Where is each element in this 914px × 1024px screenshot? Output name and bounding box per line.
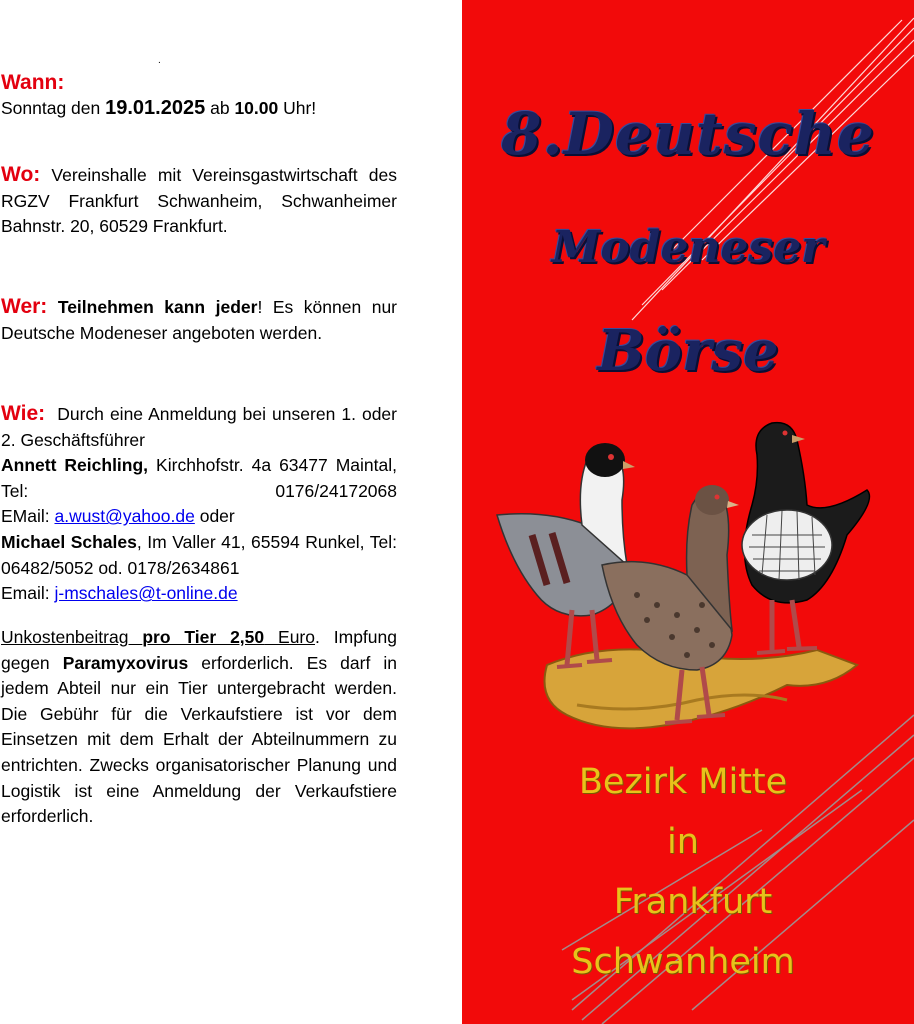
wann-label: Wann: bbox=[1, 71, 65, 94]
email-link-1[interactable]: a.wust@yahoo.de bbox=[54, 506, 195, 527]
wer-text: ! Es können nur Deutsche Modeneser angeboten werden. bbox=[1, 297, 397, 343]
event-date: 19.01.2025 bbox=[105, 96, 206, 119]
virus-name: Paramyxovirus bbox=[62, 652, 189, 673]
location-line-2: in bbox=[667, 822, 699, 862]
poster-title-line-2: Modeneser bbox=[551, 222, 825, 273]
wer-label: Wer: bbox=[1, 295, 48, 318]
pigeons-illustration bbox=[487, 415, 887, 745]
info-column bbox=[0, 0, 398, 1024]
contact-2-address: , Im Valler 41, 65594 Runkel, Tel: 06482/5052 od. 0178/2634861 bbox=[1, 531, 397, 578]
contact-1-address: Kirchhofstr. 4a 63477 Maintal, Tel: 0176/24172068 bbox=[1, 455, 398, 501]
left-pigeon-icon bbox=[497, 443, 635, 667]
location-line-4: Schwanheim bbox=[571, 942, 795, 982]
wie-section bbox=[1, 401, 397, 607]
poster-title-line-3: Börse bbox=[597, 318, 779, 384]
location-line-1: Bezirk Mitte bbox=[578, 762, 788, 802]
wer-section bbox=[1, 294, 397, 346]
wann-text: Sonntag den 19.01.2025 ab 10.00 Uhr! bbox=[1, 96, 317, 119]
fee-label: Unkostenbeitrag bbox=[1, 627, 143, 647]
wo-section bbox=[1, 162, 397, 240]
fee-text: erforderlich. Es darf in jedem Abteil nur ein Tier untergebracht werden. Die Gebühr für die Verkaufstiere ist vor dem Einsetzen mit dem Erhalt der Abteilnummern zu entrichten. Zwecks organisatorischer Planung und Logistik ist eine Anmeldung der Verkaufstiere erforderlich. bbox=[1, 652, 397, 827]
contact-2-name: Michael Schales bbox=[1, 531, 137, 552]
wo-text: Vereinshalle mit Vereinsgastwirtschaft des RGZV Frankfurt Schwanheim, Schwanheimer Bahnstr. 20, 60529 Frankfurt. bbox=[1, 165, 397, 237]
contact-1 bbox=[1, 453, 397, 504]
event-time: 10.00 bbox=[234, 97, 279, 118]
email-line-1: EMail: a.wust@yahoo.de oder bbox=[1, 506, 235, 527]
wann-section bbox=[1, 70, 397, 121]
poster-title-line-1: 8.Deutsche bbox=[501, 100, 875, 168]
wie-intro: Durch eine Anmeldung bei unseren 1. oder 2. Geschäftsführer bbox=[1, 404, 397, 450]
contact-1-name: Annett Reichling, bbox=[1, 455, 149, 476]
fee-section: Unkostenbeitrag pro Tier 2,50 Euro. Impfung gegen Paramyxovirus erforderlich. Es darf in jedem Abteil nur ein Tier untergebracht werden. Die Gebühr für die Verkaufstiere ist vor dem Einsetzen mit dem Erhalt der Abteilnummern zu entrichten. Zwecks organisatorischer Planung und Logistik ist eine Anmeldung der Verkaufstiere erforderlich. bbox=[1, 627, 397, 827]
email-line-2: Email: j-mschales@t-online.de bbox=[1, 583, 238, 604]
right-pigeon-icon bbox=[742, 423, 870, 653]
stray-dot: . bbox=[158, 55, 161, 66]
email-link-2[interactable]: j-mschales@t-online.de bbox=[54, 583, 238, 604]
wer-bold: Teilnehmen kann jeder bbox=[57, 297, 258, 317]
fee-amount: pro Tier 2,50 bbox=[142, 627, 265, 647]
fee-currency: Euro bbox=[264, 627, 315, 647]
poster-panel bbox=[462, 0, 914, 1024]
wo-label: Wo: bbox=[1, 163, 41, 186]
wie-label: Wie: bbox=[1, 402, 46, 425]
contact-2 bbox=[1, 530, 397, 581]
location-line-3: Frankfurt bbox=[613, 882, 773, 922]
